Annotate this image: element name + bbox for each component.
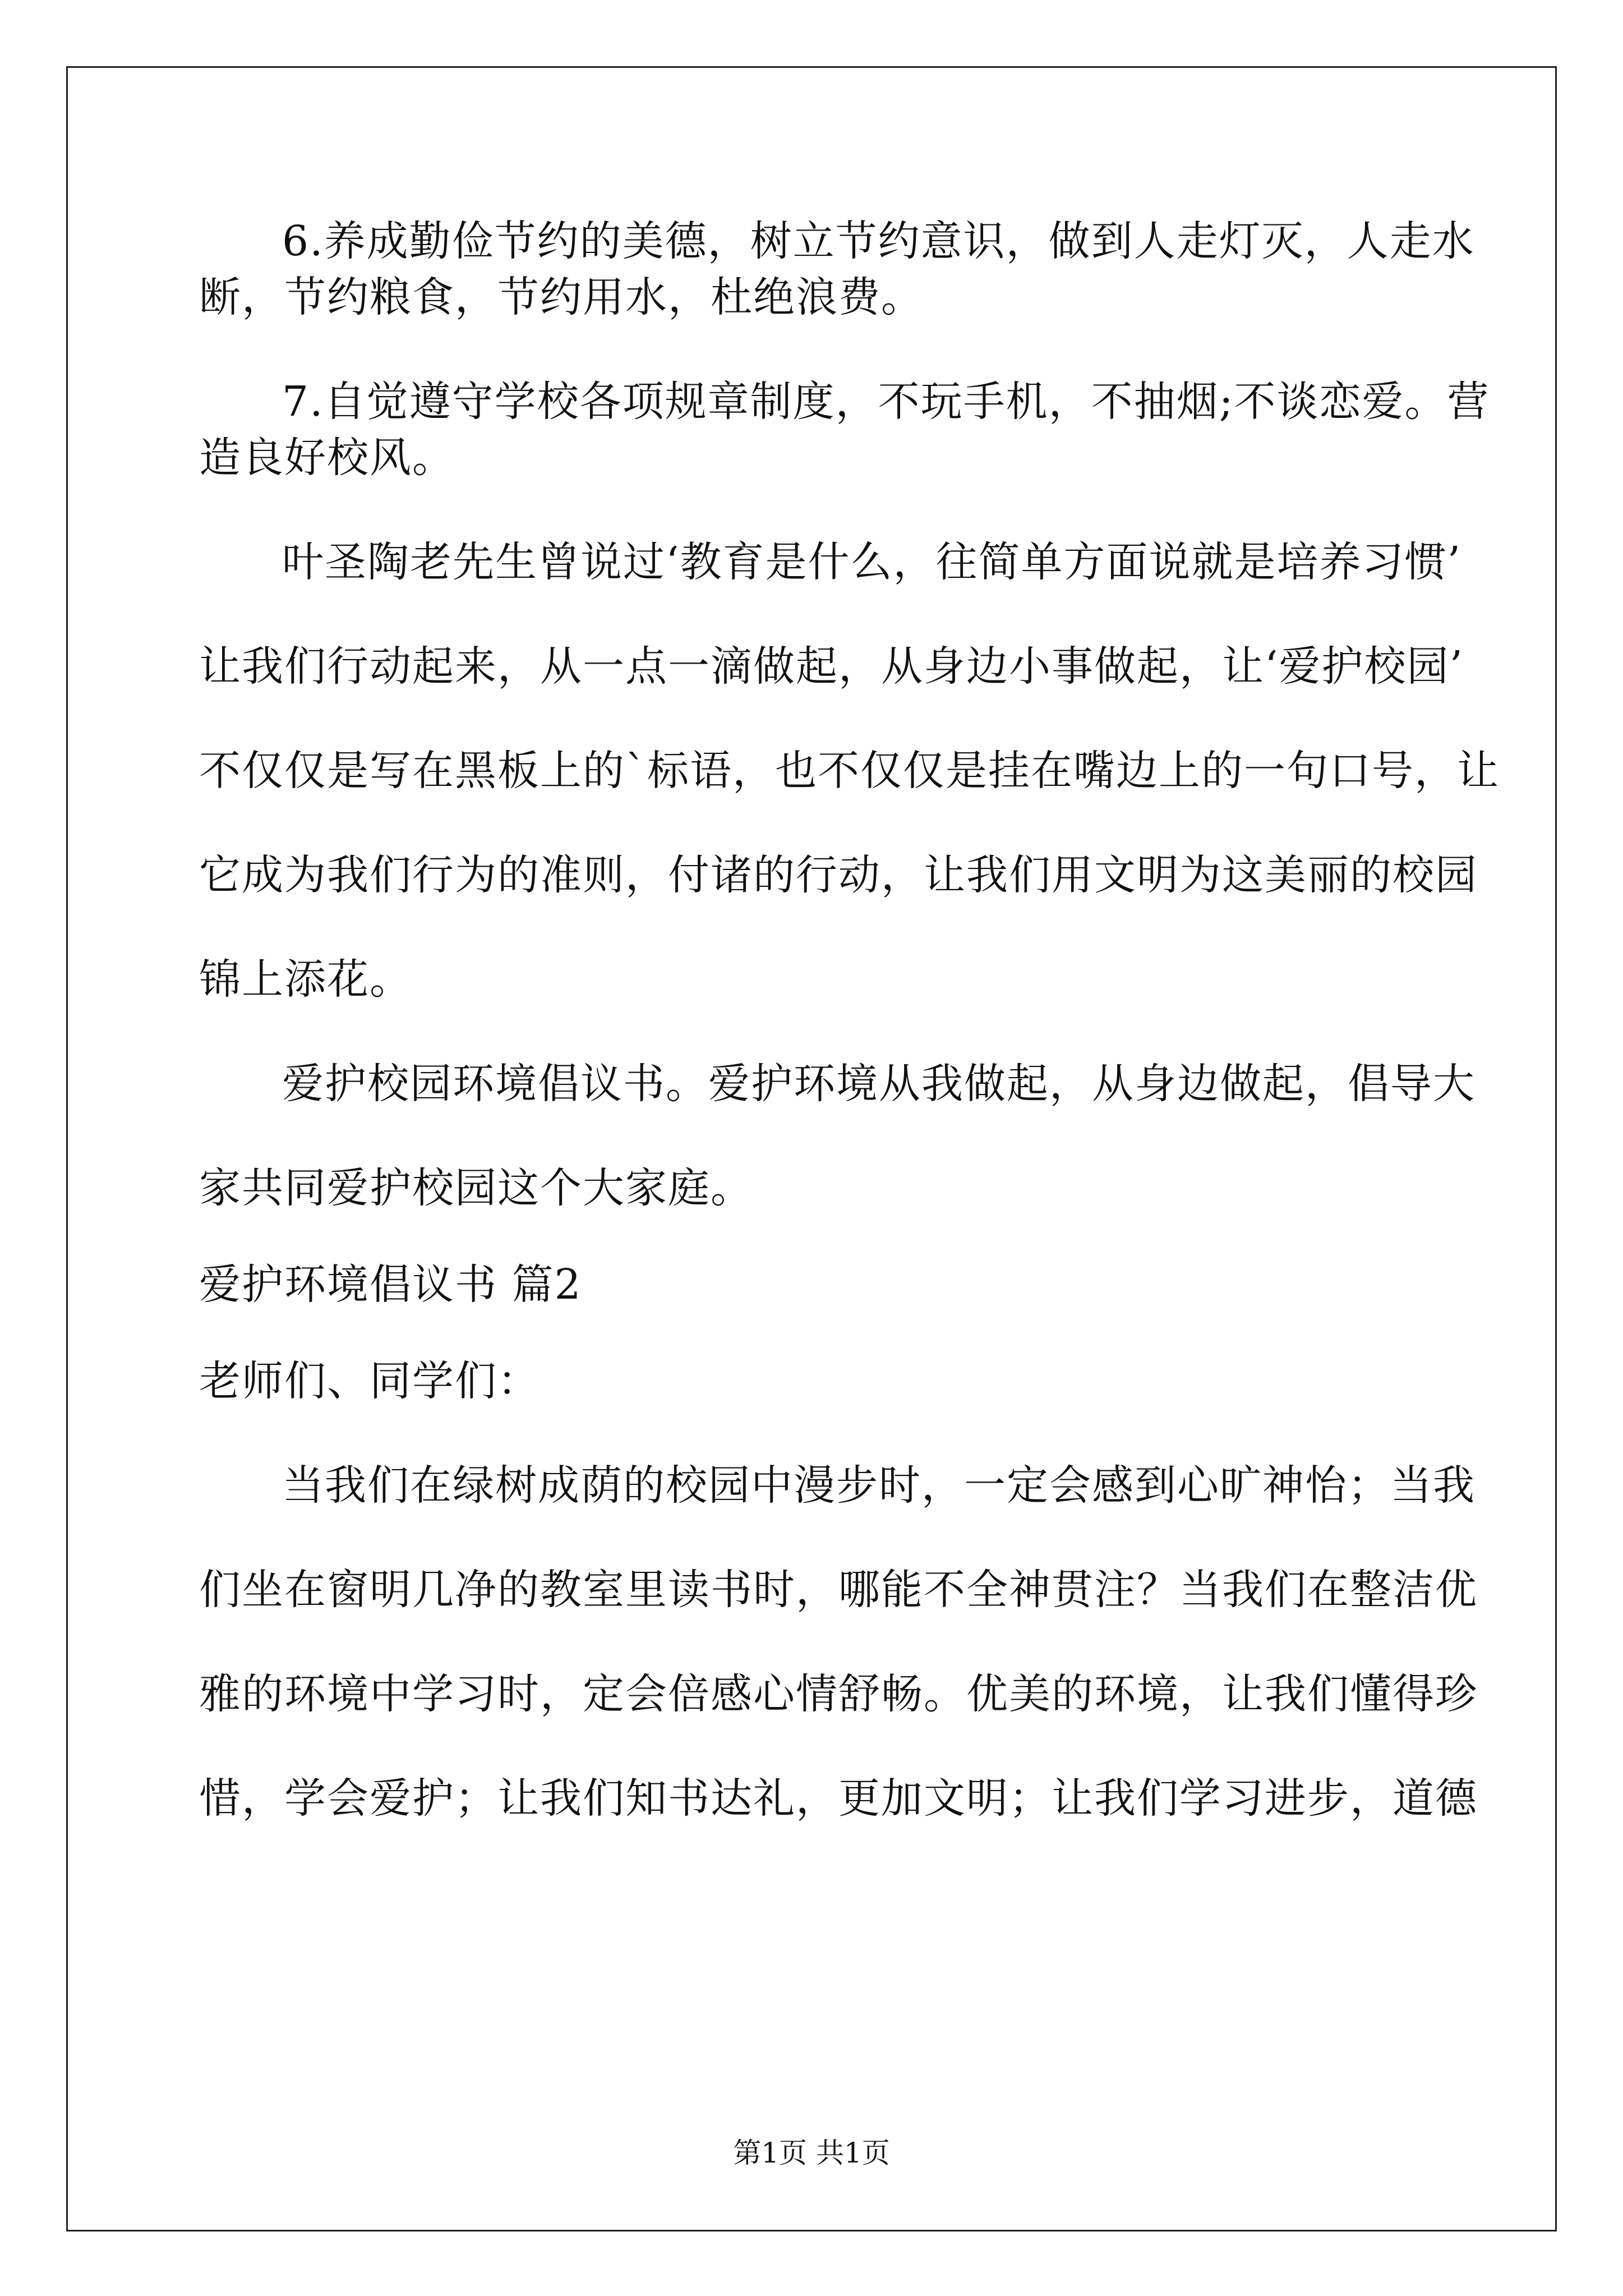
document-body — [199, 213, 1500, 1826]
paragraph-line: 锦上添花。 — [199, 955, 412, 1004]
paragraph-line: 让我们行动起来，从一点一滴做起，从身边小事做起，让‘爱护校园’ — [199, 642, 1464, 691]
paragraph-line: 惜，学会爱护；让我们知书达礼，更加文明；让我们学习进步，道德 — [199, 1774, 1478, 1823]
paragraph-line: 们坐在窗明几净的教室里读书时，哪能不全神贯注？当我们在整洁优 — [199, 1566, 1478, 1614]
paragraph-line: 雅的环境中学习时，定会倍感心情舒畅。优美的环境，让我们懂得珍 — [199, 1670, 1478, 1718]
paragraph-line: 断，节约粮食，节约用水，杜绝浪费。 — [199, 273, 924, 321]
section-title: 爱护环境倡议书 篇2 — [199, 1260, 582, 1309]
paragraph-line: 当我们在绿树成荫的校园中漫步时，一定会感到心旷神怡；当我 — [282, 1461, 1476, 1510]
salutation: 老师们、同学们： — [199, 1357, 540, 1405]
paragraph-line: 叶圣陶老先生曾说过‘教育是什么，往简单方面说就是培养习惯’ — [282, 538, 1462, 586]
paragraph-line: 爱护校园环境倡议书。爱护环境从我做起，从身边做起，倡导大 — [282, 1060, 1476, 1108]
paragraph-quote — [199, 534, 1500, 1007]
paragraph-line: 6.养成勤俭节约的美德，树立节约意识，做到人走灯灭，人走水 — [282, 217, 1475, 265]
paragraph-line: 它成为我们行为的准则，付诸的行动，让我们用文明为这美丽的校园 — [199, 851, 1478, 899]
paragraph-final — [199, 1457, 1478, 1826]
paragraph-summary — [199, 1056, 1476, 1216]
paragraph-line: 造良好校风。 — [199, 434, 455, 482]
paragraph-item-7 — [199, 374, 1490, 486]
paragraph-line: 7.自觉遵守学校各项规章制度，不玩手机，不抽烟;不谈恋爱。营 — [282, 378, 1490, 426]
paragraph-line: 不仅仅是写在黑板上的`标语，也不仅仅是挂在嘴边上的一句口号，让 — [199, 747, 1500, 795]
paragraph-item-6 — [199, 213, 1475, 325]
paragraph-line: 家共同爱护校园这个大家庭。 — [199, 1164, 753, 1212]
page-footer: 第1页 共1页 — [733, 2137, 890, 2169]
